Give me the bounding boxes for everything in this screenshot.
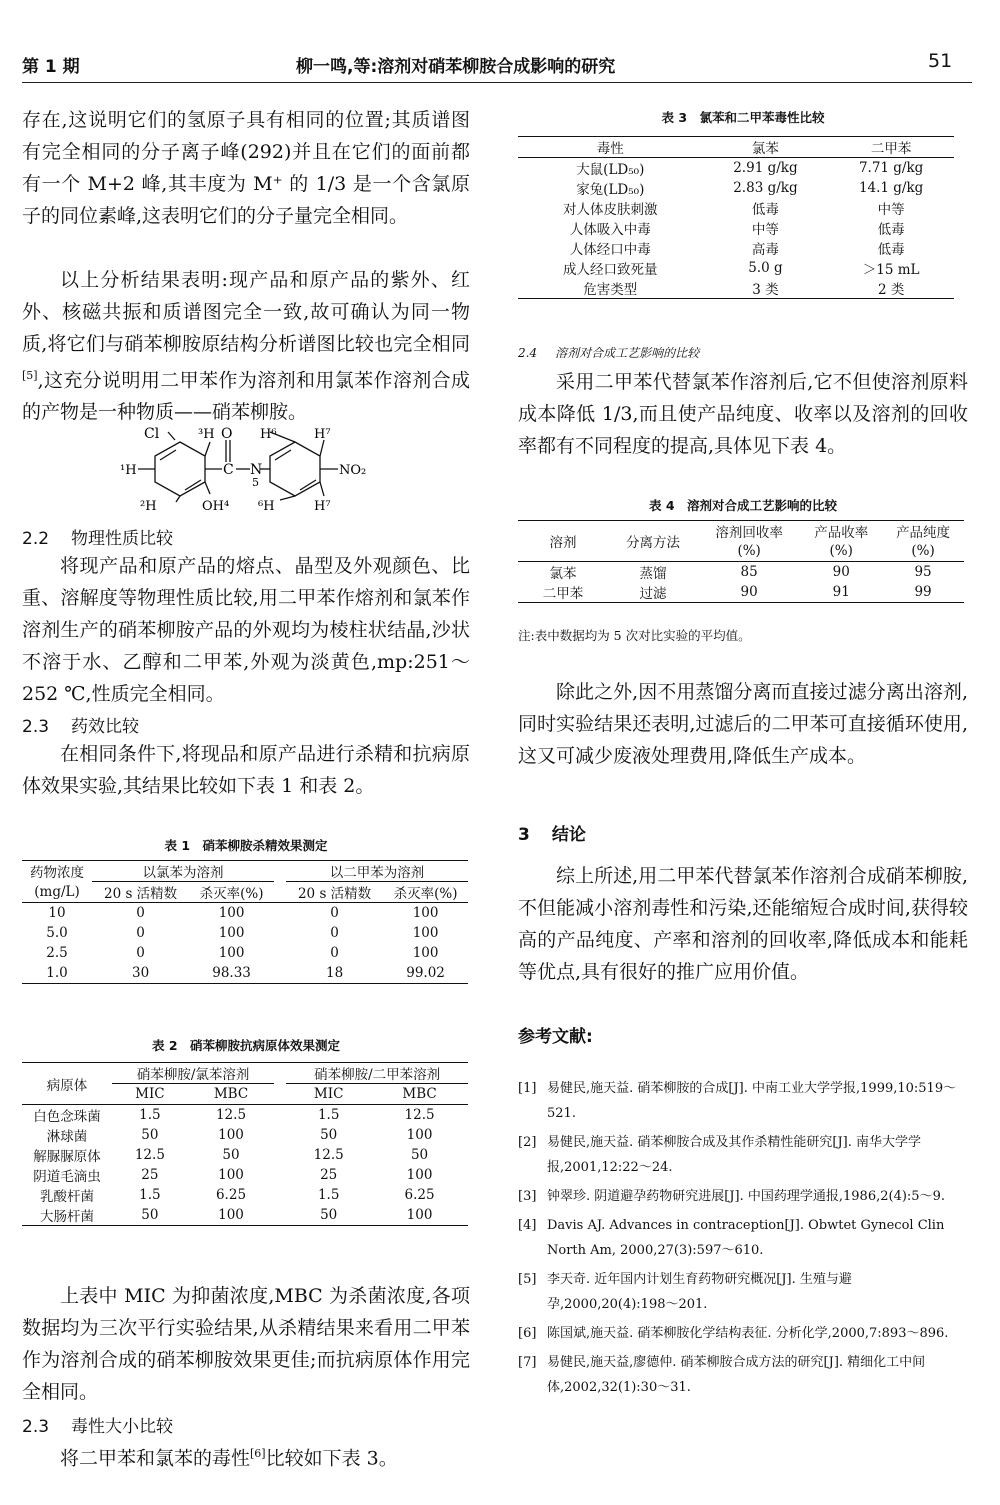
paragraph-5: 上表中 MIC 为抑菌浓度,MBC 为杀菌浓度,各项数据均为三次平行实验结果,从杀精结果来看用二甲苯作为溶剂合成的硝苯柳胺效果更佳;而抗病原体作用完全相同。 xyxy=(22,1285,470,1403)
table-2-header-group-2: 硝苯柳胺/二甲苯溶剂 xyxy=(286,1063,468,1084)
table-row: 阴道毛滴虫 25 100 25 100 xyxy=(33,1167,433,1185)
table-4-header-unit: (%) xyxy=(737,543,761,559)
section-2-4-heading: 2.4 溶剂对合成工艺影响的比较 xyxy=(518,346,700,360)
reference-item: [4] Davis AJ. Advances in contraception[J]. Obwtet Gynecol Clin North Am, 2000,27(3):597～610. xyxy=(518,1218,945,1258)
table-row: 成人经口致死量 5.0 g ＞15 mL xyxy=(563,260,920,278)
atom-h6: H⁶ xyxy=(260,427,277,442)
atom-c: C xyxy=(223,462,234,478)
atom-label-5: 5 xyxy=(252,476,259,489)
section-2-3-heading: 2.3 药效比较 xyxy=(22,717,140,737)
table-4-caption: 表 4 溶剂对合成工艺影响的比较 xyxy=(648,498,838,513)
paragraph-8: 除此之外,因不用蒸馏分离而直接过滤分离出溶剂,同时实验结果还表明,过滤后的二甲苯可直接循环使用,这又可减少废液处理费用,降低生产成本。 xyxy=(518,681,968,767)
table-2-header-pathogen: 病原体 xyxy=(22,1063,112,1105)
table-4-header-unit: (%) xyxy=(911,543,935,559)
table-row: 人体经口中毒 高毒 低毒 xyxy=(569,242,905,258)
reference-item: [2] 易健民,施天益. 硝苯柳胺合成及其作杀精性能研究[J]. 南华大学学报,2001,12:22～24. xyxy=(518,1135,922,1175)
table-3-header: 氯苯 xyxy=(751,141,779,157)
section-3-heading: 3 结论 xyxy=(518,825,586,845)
paragraph-4: 在相同条件下,将现品和原产品进行杀精和抗病原体效果实验,其结果比较如下表 1 和表 2。 xyxy=(22,743,470,797)
references-title: 参考文献: xyxy=(518,1027,593,1047)
table-1-header-live: 20 s 活精数 xyxy=(103,886,178,902)
table-1-header-kill: 杀灭率(%) xyxy=(393,886,458,902)
table-3 xyxy=(518,136,954,299)
section-2-3b-heading: 2.3 毒性大小比较 xyxy=(22,1417,174,1437)
table-4-note: 注:表中数据均为 5 次对比实验的平均值。 xyxy=(518,628,751,643)
atom-h7b: H⁷ xyxy=(314,499,331,514)
table-3-header: 二甲苯 xyxy=(870,141,912,157)
table-1-header-conc: 药物浓度 xyxy=(30,865,84,882)
issue-label: 第 1 期 xyxy=(22,57,80,77)
atom-oh: OH⁴ xyxy=(202,499,230,514)
page-number: 51 xyxy=(928,50,953,72)
atom-h1: ¹H xyxy=(120,463,137,478)
table-2-header-group-1: 硝苯柳胺/氯苯溶剂 xyxy=(112,1063,274,1084)
paragraph-6: 将二甲苯和氯苯的毒性[6]比较如下表 3。 xyxy=(60,1447,398,1470)
atom-cl: Cl xyxy=(144,426,160,442)
table-4-header-yield: 产品收率 xyxy=(814,525,869,541)
atom-h3: ³H xyxy=(198,427,215,442)
reference-item: [7] 易健民,施天益,廖德仲. 硝苯柳胺合成方法的研究[J]. 精细化工中间体,2002,32(1):30～31. xyxy=(518,1355,926,1395)
paragraph-1: 存在,这说明它们的氢原子具有相同的位置;其质谱图有完全相同的分子离子峰(292)并且在它们的面前都有一个 M+2 峰,其丰度为 M⁺ 的 1/3 是一个含氯原子的同位素峰,这表明它们的分子量完全相同。 xyxy=(22,109,470,227)
table-2 xyxy=(22,1062,468,1226)
chemical-structure xyxy=(110,420,400,518)
table-row: 10 0 100 0 100 xyxy=(48,905,439,921)
table-4-header-recovery: 溶剂回收率 xyxy=(715,525,783,541)
reference-item: [5] 李天奇. 近年国内计划生育药物研究概况[J]. 生殖与避孕,2000,20(4):198～201. xyxy=(518,1272,852,1312)
table-2-header-mbc: MBC xyxy=(402,1086,437,1102)
table-row: 2.5 0 100 0 100 xyxy=(46,945,439,961)
atom-h7: H⁷ xyxy=(314,427,331,442)
table-3-caption: 表 3 氯苯和二甲苯毒性比较 xyxy=(661,110,825,125)
table-row: 大鼠(LD₅₀) 2.91 g/kg 7.71 g/kg xyxy=(576,160,924,178)
table-2-caption: 表 2 硝苯柳胺抗病原体效果测定 xyxy=(151,1038,341,1053)
table-1-header-live: 20 s 活精数 xyxy=(297,886,372,902)
reference-item: [3] 钟翠珍. 阴道避孕药物研究进展[J]. 中国药理学通报,1986,2(4):5～9. xyxy=(518,1189,945,1204)
table-row: 家兔(LD₅₀) 2.83 g/kg 14.1 g/kg xyxy=(576,180,924,198)
table-row: 淋球菌 50 100 50 100 xyxy=(46,1127,433,1145)
header-rule xyxy=(22,82,972,83)
atom-h2: ²H xyxy=(140,499,157,514)
reference-item: [1] 易健民,施天益. 硝苯柳胺的合成[J]. 中南工业大学学报,1999,10:519～521. xyxy=(518,1081,957,1121)
table-2-header-mbc: MBC xyxy=(213,1086,249,1102)
table-row: 5.0 0 100 0 100 xyxy=(46,925,439,941)
section-2-2-heading: 2.2 物理性质比较 xyxy=(22,529,174,549)
atom-h6b: ⁶H xyxy=(258,499,275,514)
table-row: 大肠杆菌 50 100 50 100 xyxy=(22,1205,468,1226)
table-row: 乳酸杆菌 1.5 6.25 1.5 6.25 xyxy=(40,1187,435,1205)
table-1-header-unit: (mg/L) xyxy=(34,883,80,900)
paragraph-9: 综上所述,用二甲苯代替氯苯作溶剂合成硝苯柳胺,不但能减小溶剂毒性和污染,还能缩短合成时间,获得较高的产品纯度、产率和溶剂的回收率,降低成本和能耗等优点,具有很好的推广应用价值。 xyxy=(518,865,968,983)
table-row: 1.0 30 98.33 18 99.02 xyxy=(22,963,468,984)
table-4-header-purity: 产品纯度 xyxy=(896,525,951,541)
paragraph-3: 将现产品和原产品的熔点、晶型及外观颜色、比重、溶解度等物理性质比较,用二甲苯作熔剂和氯苯作溶剂生产的硝苯柳胺产品的外观均为棱柱状结晶,沙状不溶于水、乙醇和二甲苯,外观为淡黄色,mp:251～252 ℃,性质完全相同。 xyxy=(22,555,470,705)
atom-o: O xyxy=(221,426,233,442)
running-title: 柳一鸣,等:溶剂对硝苯柳胺合成影响的研究 xyxy=(296,57,616,77)
table-4-header-solvent: 溶剂 xyxy=(518,521,608,562)
atom-no2: NO₂ xyxy=(339,463,367,478)
table-4-header-unit: (%) xyxy=(829,543,853,559)
atom-n: N xyxy=(250,462,263,478)
references-list xyxy=(518,1076,968,1404)
table-row: 对人体皮肤刺激 低毒 中等 xyxy=(563,202,905,218)
table-2-header-mic: MIC xyxy=(135,1086,165,1102)
table-row: 解脲脲原体 12.5 50 12.5 50 xyxy=(33,1147,429,1165)
paragraph-7: 采用二甲苯代替氯苯作溶剂后,它不但使溶剂原料成本降低 1/3,而且使产品纯度、收率以及溶剂的回收率都有不同程度的提高,具体见下表 4。 xyxy=(518,371,968,457)
paragraph-2: 以上分析结果表明:现产品和原产品的紫外、红外、核磁共振和质谱图完全一致,故可确认为同一物质,将它们与硝苯柳胺原结构分析谱图比较也完全相同[5],这充分说明用二甲苯作为溶剂和用氯苯作溶剂合成的产物是一种物质——硝苯柳胺。 xyxy=(22,269,470,424)
table-1-header-group-2: 以二甲苯为溶剂 xyxy=(286,861,468,882)
table-1-caption: 表 1 硝苯柳胺杀精效果测定 xyxy=(164,838,328,853)
table-1-header-group-1: 以氯苯为溶剂 xyxy=(92,861,274,882)
table-row: 人体吸入中毒 中等 低毒 xyxy=(569,222,905,238)
table-row: 氯苯 蒸馏 85 90 95 xyxy=(549,564,932,582)
reference-item: [6] 陈国斌,施天益. 硝苯柳胺化学结构表征. 分析化学,2000,7:893～896. xyxy=(518,1326,949,1341)
table-2-header-mic: MIC xyxy=(313,1086,344,1102)
table-3-header: 毒性 xyxy=(596,141,624,157)
table-4-header-method: 分离方法 xyxy=(608,521,698,562)
table-row: 危害类型 3 类 2 类 xyxy=(518,278,954,299)
table-row: 白色念珠菌 1.5 12.5 1.5 12.5 xyxy=(33,1107,435,1125)
table-1 xyxy=(22,860,468,984)
table-row: 二甲苯 过滤 90 91 99 xyxy=(518,582,964,603)
table-4 xyxy=(518,520,964,603)
table-1-header-kill: 杀灭率(%) xyxy=(199,886,264,902)
